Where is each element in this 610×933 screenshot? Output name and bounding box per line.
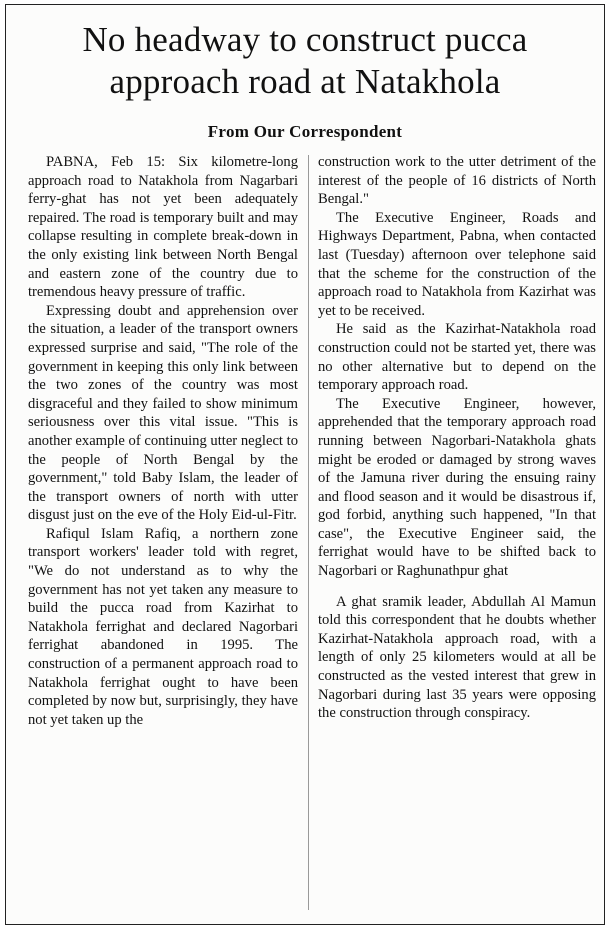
paragraph: The Executive Engineer, however, apprehended that the temporary approach road running between Nagorbari-Natakhola ghats might be eroded or damaged by strong waves of the Jamuna river during the ensuing rainy and flood season and it would be disastrous if, god forbid, anything such happened, "In that case", the Executive Engineer said, the ferrighat would have to be shifted back to Nagorbari or Raghunathpur ghat [318,395,596,580]
headline-line-1: No headway to construct pucca [82,20,528,59]
paragraph: He said as the Kazirhat-Natakhola road construction could not be started yet, there was no other alternative but to depend on the temporary approach road. [318,321,596,394]
paragraph: Expressing doubt and apprehension over the situation, a leader of the transport owners expressed surprise and said, "The role of the government in keeping this only link between the two zones of the country was most disgraceful and they failed to show minimum seriousness over this vital issue. "This is another example of continuing utter neglect to the people of North Bengal by the government," told Baby Islam, the leader of the transport owners of north with utter disgust just on the eve of the Holy Eid-ul-Fitr. [28,302,298,524]
column-left [28,153,298,729]
paragraph: The Executive Engineer, Roads and Highways Department, Pabna, when contacted last (Tuesday) afternoon over telephone said that the scheme for the construction of the approach road to Natakhola from Kazirhat was yet to be received. [318,209,596,319]
paragraph: construction work to the utter detriment of the interest of the people of 16 districts of North Bengal." [318,154,596,208]
column-divider [308,155,309,910]
newspaper-clipping [5,4,605,925]
byline: From Our Correspondent [207,122,403,141]
paragraph: A ghat sramik leader, Abdullah Al Mamun told this correspondent that he doubts whether Kazirhat-Natakhola approach road, with a length of only 25 kilometers would at all be constructed as the vested interest that grew in Nagorbari during last 35 years were opposing the construction through conspiracy. [318,593,596,722]
headline-line-2: approach road at Natakhola [109,62,501,101]
paragraph: Rafiqul Islam Rafiq, a northern zone transport workers' leader told with regret, "We do not understand as to why the government has not yet taken any measure to build the pucca road from Kazirhat to Natakhola ferrighat and declared Nagorbari ferrighat abandoned in 1995. The construction of a permanent approach road to Natakhola ferrighat ought to have been completed by now but, surprisingly, they have not yet taken up the [28,525,298,728]
headline [14,19,596,103]
column-right [318,153,596,723]
paragraph: PABNA, Feb 15: Six kilometre-long approach road to Natakhola from Nagarbari ferry-ghat has not yet been adequately repaired. The road is temporary built and may collapse resulting in complete break-down in the only existing link between North Bengal and eastern zone of the country due to tremendous heavy pressure of traffic. [28,154,298,301]
